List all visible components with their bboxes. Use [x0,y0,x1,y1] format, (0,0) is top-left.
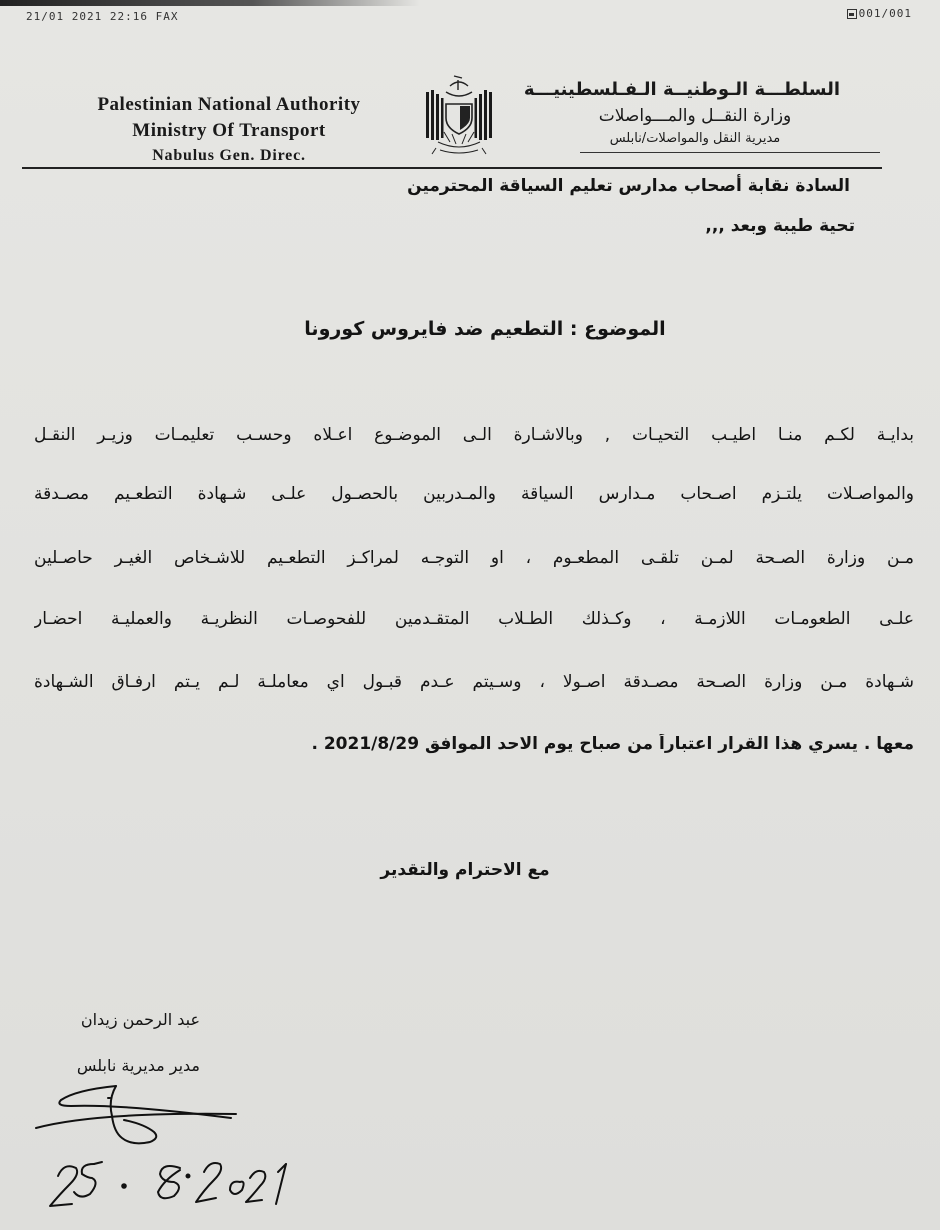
fax-timestamp: 21/01 2021 22:16 FAX [26,10,179,23]
letterhead-directorate-ar: مديرية النقل والمواصلات/نابلس [609,131,781,146]
fax-page-count [847,7,912,20]
body-line-effective-date: معها . يسري هذا القرار اعتباراً من صباح يوم الاحد الموافق 2021/8/29 . [311,734,914,754]
palestinian-eagle-emblem-icon [418,70,500,160]
english-letterhead [44,92,414,168]
body-line: مـن وزارة الصـحة لمـن تلقـى المطعـوم ، او التوجـه لمراكـز التطعـيم للاشـخاص الغيـر حاصـلين [34,548,914,568]
letterhead-ministry-en: Ministry Of Transport [132,120,326,141]
letterhead-authority-en: Palestinian National Authority [97,94,361,115]
fax-page-icon [847,9,857,19]
handwritten-signature-and-date [28,1078,298,1208]
letterhead-authority-ar: السلطـــة الـوطنيــة الـفـلسطينيـــة [523,79,840,100]
greeting: تحية طيبة وبعد ,,, [705,216,855,236]
letterhead-ministry-ar: وزارة النقــل والمـــواصلات [598,106,792,126]
body-line: شـهادة مـن وزارة الصـحة مصـدقة اصـولا ، وسـيتم عـدم قبـول اي معاملـة لـم يـتم ارفـاق الشـهادة [34,672,914,692]
addressee: السادة نقابة أصحاب مدارس تعليم السياقة المحترمين [407,176,850,196]
signatory-name: عبد الرحمن زيدان [80,1010,200,1029]
body-line: والمواصـلات يلتـزم اصـحاب مـدارس السياقة والمـدربين بالحصـول علـى شـهادة التطعـيم مصـدقة [34,484,914,504]
closing-regards: مع الاحترام والتقدير [380,860,550,880]
subject-line: الموضوع : التطعيم ضد فايروس كورونا [304,318,666,340]
body-line: بدايـة لكـم منـا اطيـب التحيـات , وبالاشـارة الـى الموضـوع اعـلاه وحسـب تعليمـات وزيـر النقـل [34,425,914,445]
letterhead-directorate-en: Nabulus Gen. Direc. [152,147,306,164]
scan-edge-shadow [0,0,420,6]
signatory-title: مدير مديرية نابلس [76,1056,200,1075]
arabic-letterhead [510,76,840,150]
letterhead-underline [580,152,880,153]
fax-page-count-text: 001/001 [858,7,912,20]
letterhead-divider [22,167,882,169]
body-line: علـى الطعومـات اللازمـة ، وكـذلك الطـلاب المتقـدمين للفحوصـات النظريـة والعمليـة احضـار [34,609,914,629]
